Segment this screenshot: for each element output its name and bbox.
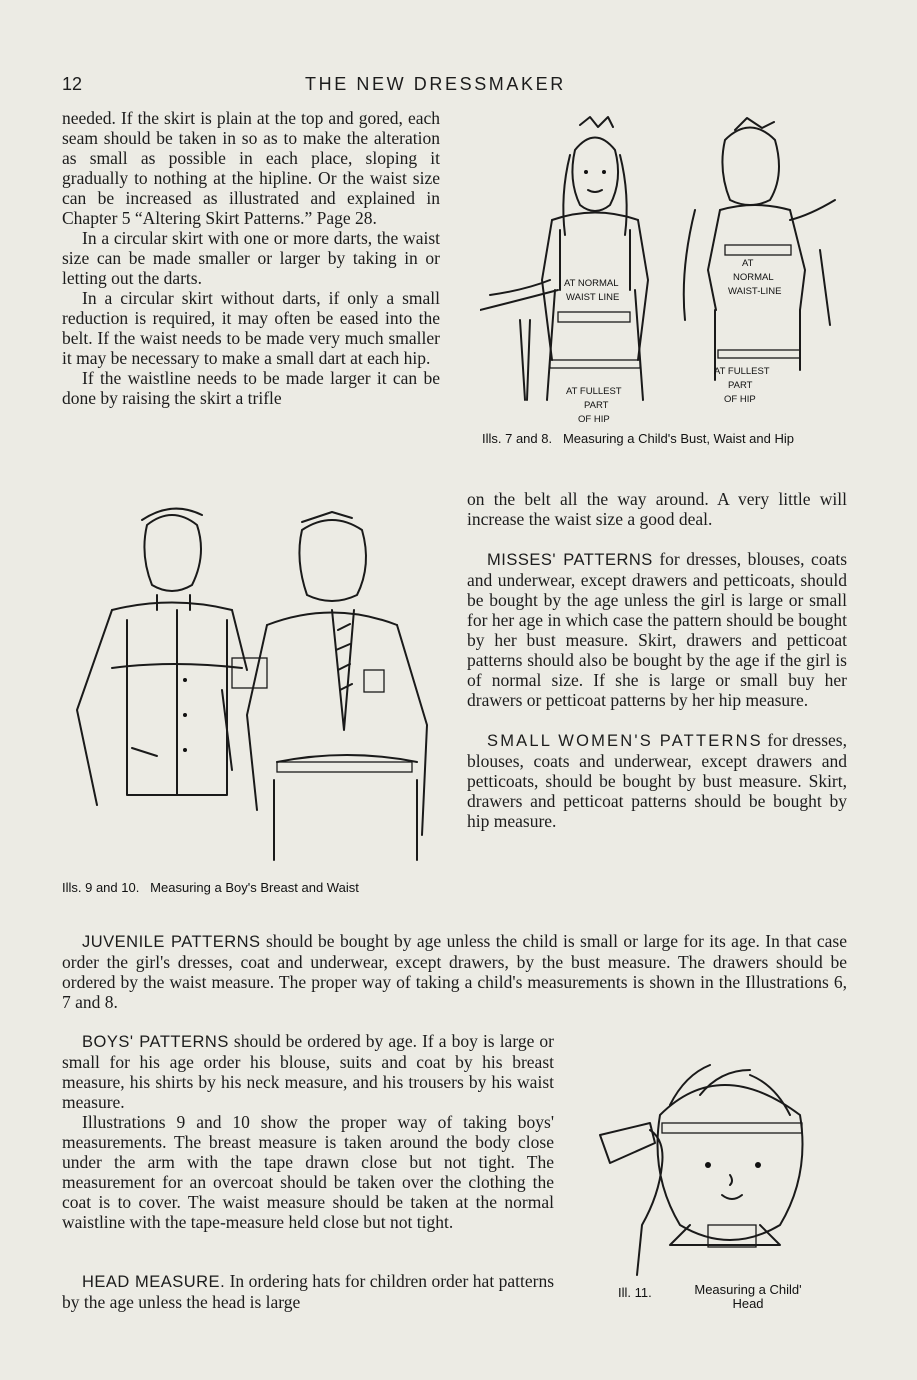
right-column-text bbox=[467, 489, 847, 831]
label-normal-waist-b3: WAIST-LINE bbox=[728, 286, 782, 297]
label-fullest-b3: OF HIP bbox=[724, 394, 756, 405]
label-normal-waist-b2: NORMAL bbox=[733, 272, 774, 283]
boys-text: should be ordered by age. If a boy is large or small for his age order his blouse, suits and coat by his breast measure, his shirts by his neck measure, and his trousers by his waist measure. bbox=[62, 1031, 554, 1112]
caption-number: Ill. 11. bbox=[618, 1285, 652, 1300]
paragraph bbox=[62, 1031, 554, 1112]
boy-coat-figure bbox=[77, 509, 267, 805]
caption-number: Ills. 9 and 10. bbox=[62, 880, 140, 895]
boys-heading: BOYS' PATTERNS bbox=[82, 1033, 229, 1051]
paragraph bbox=[62, 1271, 554, 1312]
illustration-child-head bbox=[590, 1055, 850, 1280]
label-fullest-1: AT FULLEST bbox=[566, 386, 622, 397]
paragraph: In a circular skirt with one or more darts, the waist size can be made smaller or larger by taking in or letting out the darts. bbox=[62, 228, 440, 288]
small-women-paragraph bbox=[467, 730, 847, 831]
left-column-text bbox=[62, 108, 440, 408]
head-measure-text: In ordering hats for children order hat patterns by the age unless the head is large bbox=[62, 1271, 554, 1312]
caption-text: Measuring a Child's Bust, Waist and Hip bbox=[562, 431, 794, 446]
paragraph: Illustrations 9 and 10 show the proper way of taking boys' measurements. The breast measure is taken around the body close under the arm with the tape drawn close but not tight. The measurement for an overcoat should be taken over the clothing the coat is to cover. The waist measure should be taken at the normal waistline with the tape-measure held close but not tight. bbox=[62, 1112, 554, 1232]
label-fullest-b2: PART bbox=[728, 380, 753, 391]
caption-text: Measuring a Boy's Breast and Waist bbox=[150, 880, 359, 895]
label-fullest-2: PART bbox=[584, 400, 609, 411]
head-measure-heading: HEAD MEASURE. bbox=[82, 1273, 226, 1291]
misses-heading: MISSES' PATTERNS bbox=[487, 551, 653, 569]
label-fullest-3: OF HIP bbox=[578, 414, 610, 425]
misses-paragraph bbox=[467, 549, 847, 710]
label-fullest-b1: AT FULLEST bbox=[714, 366, 770, 377]
boys-paragraph bbox=[62, 1031, 554, 1232]
paragraph: on the belt all the way around. A very little will increase the waist size a good deal. bbox=[467, 489, 847, 529]
juvenile-heading: JUVENILE PATTERNS bbox=[82, 933, 261, 951]
illustration-girls-measuring bbox=[480, 110, 860, 430]
paragraph bbox=[62, 931, 847, 1012]
paragraph: If the waistline needs to be made larger it can be done by raising the skirt a trifle bbox=[62, 368, 440, 408]
paragraph: In a circular skirt without darts, if only a small reduction is required, it may often be eased into the belt. If the waist needs to be made very much smaller it may be necessary to make a small dart at each hip. bbox=[62, 288, 440, 368]
girl-back-figure bbox=[684, 118, 835, 405]
page-number: 12 bbox=[62, 74, 83, 94]
misses-text: for dresses, blouses, coats and underwear, except drawers and petticoats, should be bought by the age unless the girl is large or small for her age in which case the pattern should be bought by her bust measure. Skirt, drawers and petticoat patterns should also be bought by the age if the girl is of normal size. If she is large or small buy her drawers or petticoat patterns by her hip measure. bbox=[467, 549, 848, 710]
label-normal-waist-b1: AT bbox=[742, 258, 754, 269]
juvenile-text: should be bought by age unless the child is small or large for its age. In that case order the girl's dresses, coat and underwear, except drawers, by the bust measure. The drawers should be ordered by the waist measure. The proper way of taking a child's measurements is shown in the Illustrations 6, 7 and 8. bbox=[62, 931, 848, 1012]
caption-number: Ills. 7 and 8. bbox=[482, 431, 553, 446]
small-women-heading: SMALL WOMEN'S PATTERNS bbox=[487, 732, 763, 750]
girl-front-figure bbox=[480, 117, 648, 425]
caption-ills-7-8 bbox=[482, 431, 794, 446]
caption-text: Measuring a Child' Head bbox=[694, 1282, 802, 1311]
running-title: THE NEW DRESSMAKER bbox=[305, 74, 566, 94]
label-normal-waist-1: AT NORMAL bbox=[564, 278, 619, 289]
small-women-text: for dresses, blouses, coats and underwear, except drawers and petticoats, should be bought by bust measure. Skirt, drawers and petticoat patterns should be bought by hip measure. bbox=[467, 730, 847, 831]
head-measure-paragraph bbox=[62, 1271, 554, 1312]
caption-ills-9-10 bbox=[62, 880, 359, 895]
boy-shirt-figure bbox=[247, 512, 427, 860]
illustration-boys-measuring bbox=[62, 500, 447, 875]
label-normal-waist-2: WAIST LINE bbox=[566, 292, 620, 303]
paragraph: needed. If the skirt is plain at the top and gored, each seam should be taken in so as to make the alteration as small as possible in each place, sloping it gradually to nothing at the hipline. Or the waist size can be increased as illustrated and explained in Chapter 5 “Altering Skirt Patterns.” Page 28. bbox=[62, 108, 440, 228]
juvenile-paragraph bbox=[62, 931, 847, 1012]
